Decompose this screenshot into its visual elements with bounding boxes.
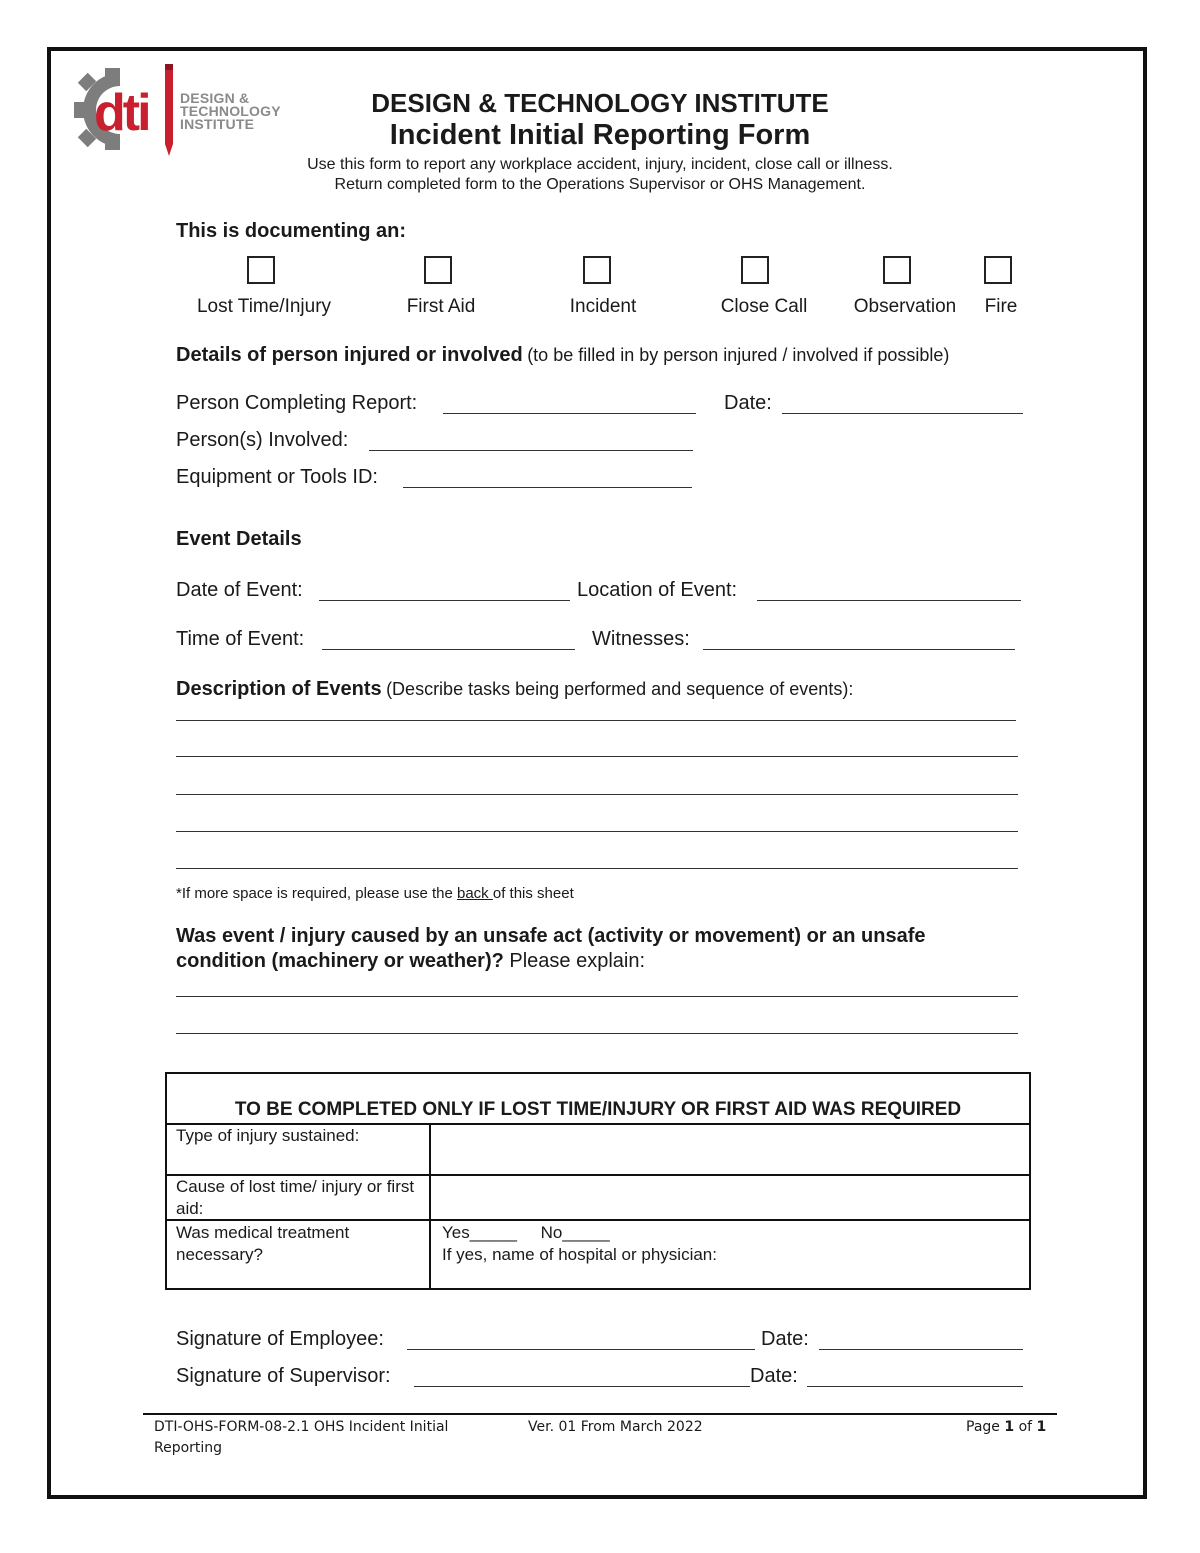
involved-label: Person(s) Involved: [176, 429, 349, 451]
witnesses-field[interactable] [703, 649, 1015, 650]
description-heading: Description of Events [176, 678, 382, 700]
svg-text:dti: dti [94, 84, 149, 142]
form-title: Incident Initial Reporting Form [389, 119, 811, 151]
checkbox-incident[interactable] [583, 256, 611, 284]
event-date-field[interactable] [319, 600, 570, 601]
footer-page-number [966, 1417, 1046, 1438]
cause-question-explain: Please explain: [509, 950, 646, 972]
equipment-field[interactable] [403, 487, 692, 488]
cause-question-line-1: Was event / injury caused by an unsafe act (activity or movement) or an unsafe [176, 925, 926, 947]
equipment-label: Equipment or Tools ID: [176, 466, 378, 488]
back-link: back [457, 885, 493, 902]
supervisor-date-label: Date: [750, 1365, 798, 1387]
table-column-divider [429, 1124, 431, 1290]
institute-name: DESIGN & TECHNOLOGY INSTITUTE [371, 88, 829, 118]
event-time-field[interactable] [322, 649, 575, 650]
more-space-suffix: of this sheet [492, 885, 574, 902]
label-lost-time-injury: Lost Time/Injury [196, 296, 332, 317]
more-space-prefix: *If more space is required, please use the [176, 885, 457, 902]
description-note: (Describe tasks being performed and sequence of events): [386, 679, 854, 699]
injury-type-field[interactable] [434, 1126, 1026, 1172]
label-first-aid: First Aid [406, 296, 476, 317]
completing-field[interactable] [443, 413, 696, 414]
injury-cause-label: Cause of lost time/ injury or first aid: [176, 1177, 415, 1218]
checkbox-lost-time-injury[interactable] [247, 256, 275, 284]
supervisor-signature-label: Signature of Supervisor: [176, 1365, 391, 1387]
event-time-label: Time of Event: [176, 628, 305, 650]
description-line-2[interactable] [176, 756, 1018, 757]
event-location-field[interactable] [757, 600, 1021, 601]
cause-question-line-2 [176, 950, 645, 973]
employee-date-field[interactable] [819, 1349, 1023, 1350]
logo-line-1: DESIGN & [180, 90, 250, 106]
description-line-1[interactable] [176, 720, 1016, 721]
person-details-note: (to be filled in by person injured / involved if possible) [527, 345, 950, 365]
lost-time-table-title: TO BE COMPLETED ONLY IF LOST TIME/INJURY OR FIRST AID WAS REQUIRED [234, 1099, 962, 1120]
supervisor-signature-field[interactable] [414, 1386, 750, 1387]
documenting-heading: This is documenting an: [176, 220, 407, 242]
medical-treatment-field[interactable] [442, 1222, 1022, 1266]
witnesses-label: Witnesses: [592, 628, 690, 650]
more-space-note [176, 885, 574, 902]
footer-doc-id-line-2: Reporting [154, 1440, 223, 1456]
page-word: Page [966, 1419, 1000, 1435]
involved-field[interactable] [369, 450, 693, 451]
footer-rule [143, 1413, 1057, 1415]
label-incident: Incident [569, 296, 637, 317]
cause-line-1[interactable] [176, 996, 1018, 997]
label-close-call: Close Call [720, 296, 808, 317]
injury-cause-field[interactable] [434, 1177, 1026, 1217]
label-observation: Observation [853, 296, 957, 317]
logo-line-3: INSTITUTE [180, 116, 255, 132]
event-details-heading: Event Details [176, 528, 302, 550]
completing-label: Person Completing Report: [176, 392, 418, 414]
description-section [176, 678, 853, 701]
report-date-field[interactable] [782, 413, 1023, 414]
employee-signature-field[interactable] [407, 1349, 755, 1350]
cause-question-bold: condition (machinery or weather)? [176, 950, 504, 972]
instruction-line-1: Use this form to report any workplace accident, injury, incident, close call or illness. [307, 156, 893, 173]
of-word: of [1018, 1419, 1033, 1435]
employee-signature-label: Signature of Employee: [176, 1328, 384, 1350]
person-details-heading: Details of person injured or involved [176, 344, 523, 366]
hospital-label: If yes, name of hospital or physician: [442, 1245, 717, 1264]
footer-doc-id [154, 1417, 448, 1459]
injury-type-label: Type of injury sustained: [176, 1126, 360, 1145]
person-details-section [176, 344, 949, 367]
event-date-label: Date of Event: [176, 579, 303, 601]
medical-no[interactable]: No_____ [540, 1223, 610, 1242]
description-line-4[interactable] [176, 831, 1018, 832]
page-current: 1 [1004, 1419, 1015, 1435]
medical-yes[interactable]: Yes_____ [442, 1223, 518, 1242]
report-date-label: Date: [724, 392, 772, 414]
event-location-label: Location of Event: [577, 579, 738, 601]
footer-version: Ver. 01 From March 2022 [528, 1419, 703, 1435]
label-fire: Fire [984, 296, 1018, 317]
description-line-3[interactable] [176, 794, 1018, 795]
page-total: 1 [1036, 1419, 1047, 1435]
medical-treatment-label: Was medical treatment necessary? [176, 1223, 350, 1264]
instruction-line-2: Return completed form to the Operations Supervisor or OHS Management. [334, 176, 866, 193]
cause-line-2[interactable] [176, 1033, 1018, 1034]
checkbox-close-call[interactable] [741, 256, 769, 284]
logo-line-2: TECHNOLOGY [180, 103, 281, 119]
checkbox-fire[interactable] [984, 256, 1012, 284]
employee-date-label: Date: [761, 1328, 809, 1350]
description-line-5[interactable] [176, 868, 1018, 869]
checkbox-observation[interactable] [883, 256, 911, 284]
supervisor-date-field[interactable] [807, 1386, 1023, 1387]
checkbox-first-aid[interactable] [424, 256, 452, 284]
footer-doc-id-line-1: DTI-OHS-FORM-08-2.1 OHS Incident Initial [154, 1419, 449, 1435]
